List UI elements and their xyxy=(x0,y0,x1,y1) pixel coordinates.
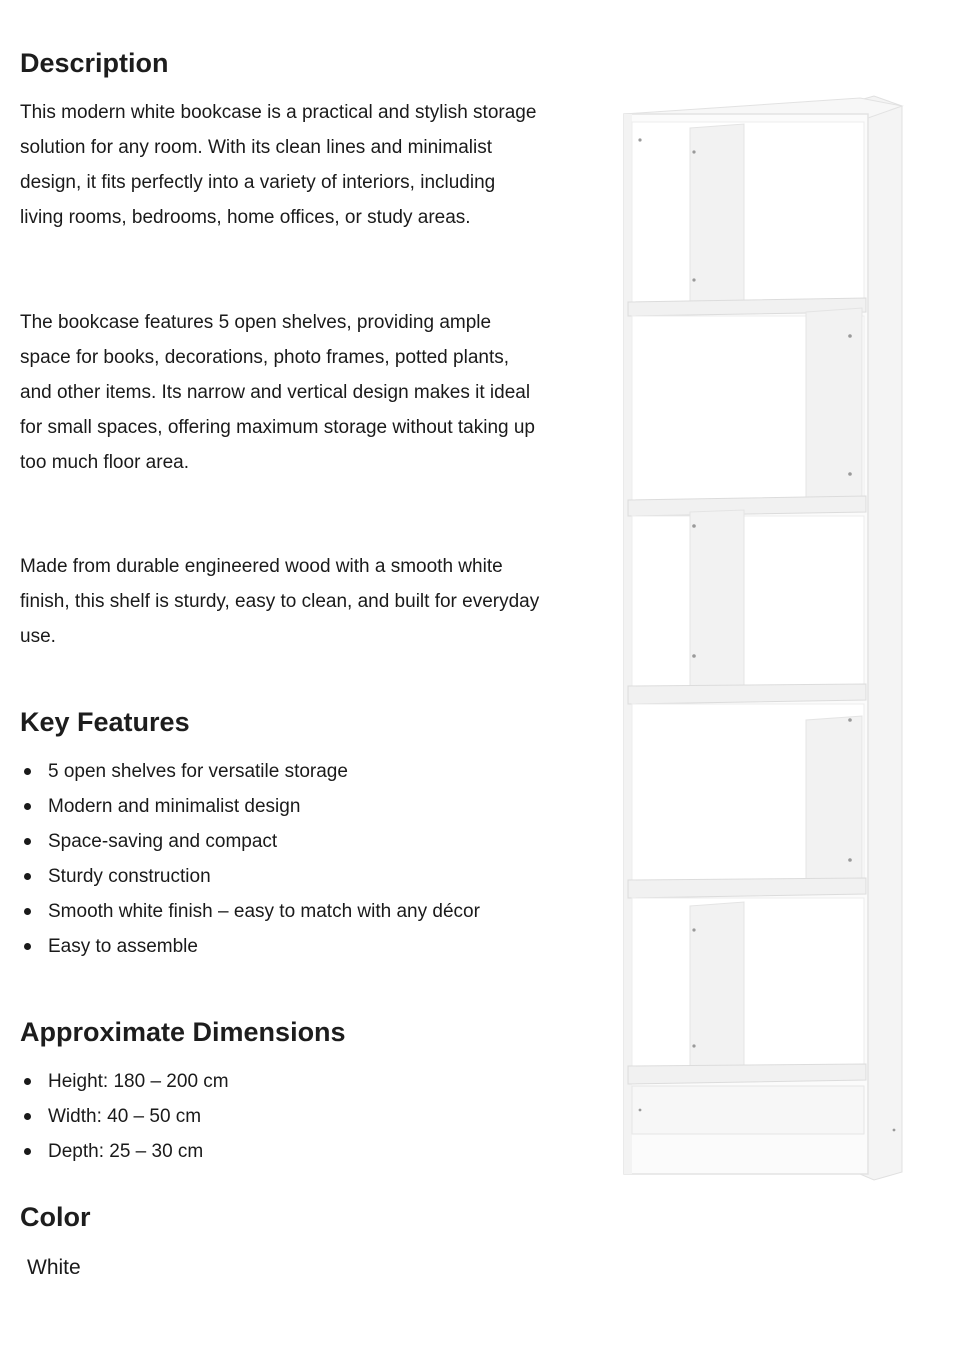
list-item xyxy=(20,929,480,964)
compartment-5 xyxy=(632,898,864,1068)
key-features-heading: Key Features xyxy=(20,707,190,737)
color-heading: Color xyxy=(20,1202,91,1232)
shelf-3 xyxy=(628,684,866,704)
description-paragraph-2: The bookcase features 5 open shelves, providing ample space for books, decorations, photo frames, potted plants, and other items. Its narrow and vertical design makes it ideal for small spaces, offering maximum storage without taking up too much floor area. xyxy=(20,312,535,473)
divider-panel-1 xyxy=(690,124,744,302)
list-item xyxy=(20,824,480,859)
description-paragraph-1: This modern white bookcase is a practical and stylish storage solution for any room. With its clean lines and minimalist design, it fits perfectly into a variety of interiors, including living rooms, bedrooms, home offices, or study areas. xyxy=(20,102,537,228)
list-item xyxy=(20,894,480,929)
bullet-icon xyxy=(24,1078,31,1085)
list-item xyxy=(20,789,480,824)
divider-panel-4 xyxy=(806,716,862,880)
bullet-icon xyxy=(24,908,31,915)
color-value: White xyxy=(27,1256,81,1279)
list-item xyxy=(20,1099,229,1134)
bookcase-plinth xyxy=(632,1086,864,1134)
bullet-icon xyxy=(24,768,31,775)
bullet-icon xyxy=(24,943,31,950)
bookcase-left-edge xyxy=(624,114,632,1174)
bullet-icon xyxy=(24,873,31,880)
shelf-bottom xyxy=(628,1064,866,1084)
dimensions-heading: Approximate Dimensions xyxy=(20,1017,346,1047)
list-item xyxy=(20,1134,229,1169)
list-item xyxy=(20,754,480,789)
divider-panel-3 xyxy=(690,510,744,688)
list-item xyxy=(20,859,480,894)
dimension-height: Height: 180 – 200 cm xyxy=(48,1071,229,1092)
bullet-icon xyxy=(24,1113,31,1120)
divider-panel-2 xyxy=(806,308,862,500)
dimension-width: Width: 40 – 50 cm xyxy=(48,1106,202,1127)
shelf-2 xyxy=(628,496,866,516)
bullet-icon xyxy=(24,803,31,810)
feature-text: Smooth white finish – easy to match with any décor xyxy=(48,901,480,922)
feature-text: Space-saving and compact xyxy=(48,831,278,852)
compartment-1 xyxy=(632,122,864,302)
key-features-list xyxy=(20,754,480,964)
dimension-depth: Depth: 25 – 30 cm xyxy=(48,1141,204,1162)
bullet-icon xyxy=(24,1148,31,1155)
bookcase-illustration xyxy=(610,80,930,1190)
dimensions-list xyxy=(20,1064,229,1169)
divider-panel-5 xyxy=(690,902,744,1068)
product-image xyxy=(610,80,930,1190)
feature-text: Sturdy construction xyxy=(48,866,211,887)
description-paragraph-3: Made from durable engineered wood with a smooth white finish, this shelf is sturdy, easy to clean, and built for everyday use. xyxy=(20,556,540,647)
description-heading: Description xyxy=(20,48,169,78)
shelf-4 xyxy=(628,878,866,898)
feature-text: Easy to assemble xyxy=(48,936,198,957)
feature-text: 5 open shelves for versatile storage xyxy=(48,761,348,782)
bullet-icon xyxy=(24,838,31,845)
feature-text: Modern and minimalist design xyxy=(48,796,301,817)
compartment-3 xyxy=(632,516,864,688)
list-item xyxy=(20,1064,229,1099)
